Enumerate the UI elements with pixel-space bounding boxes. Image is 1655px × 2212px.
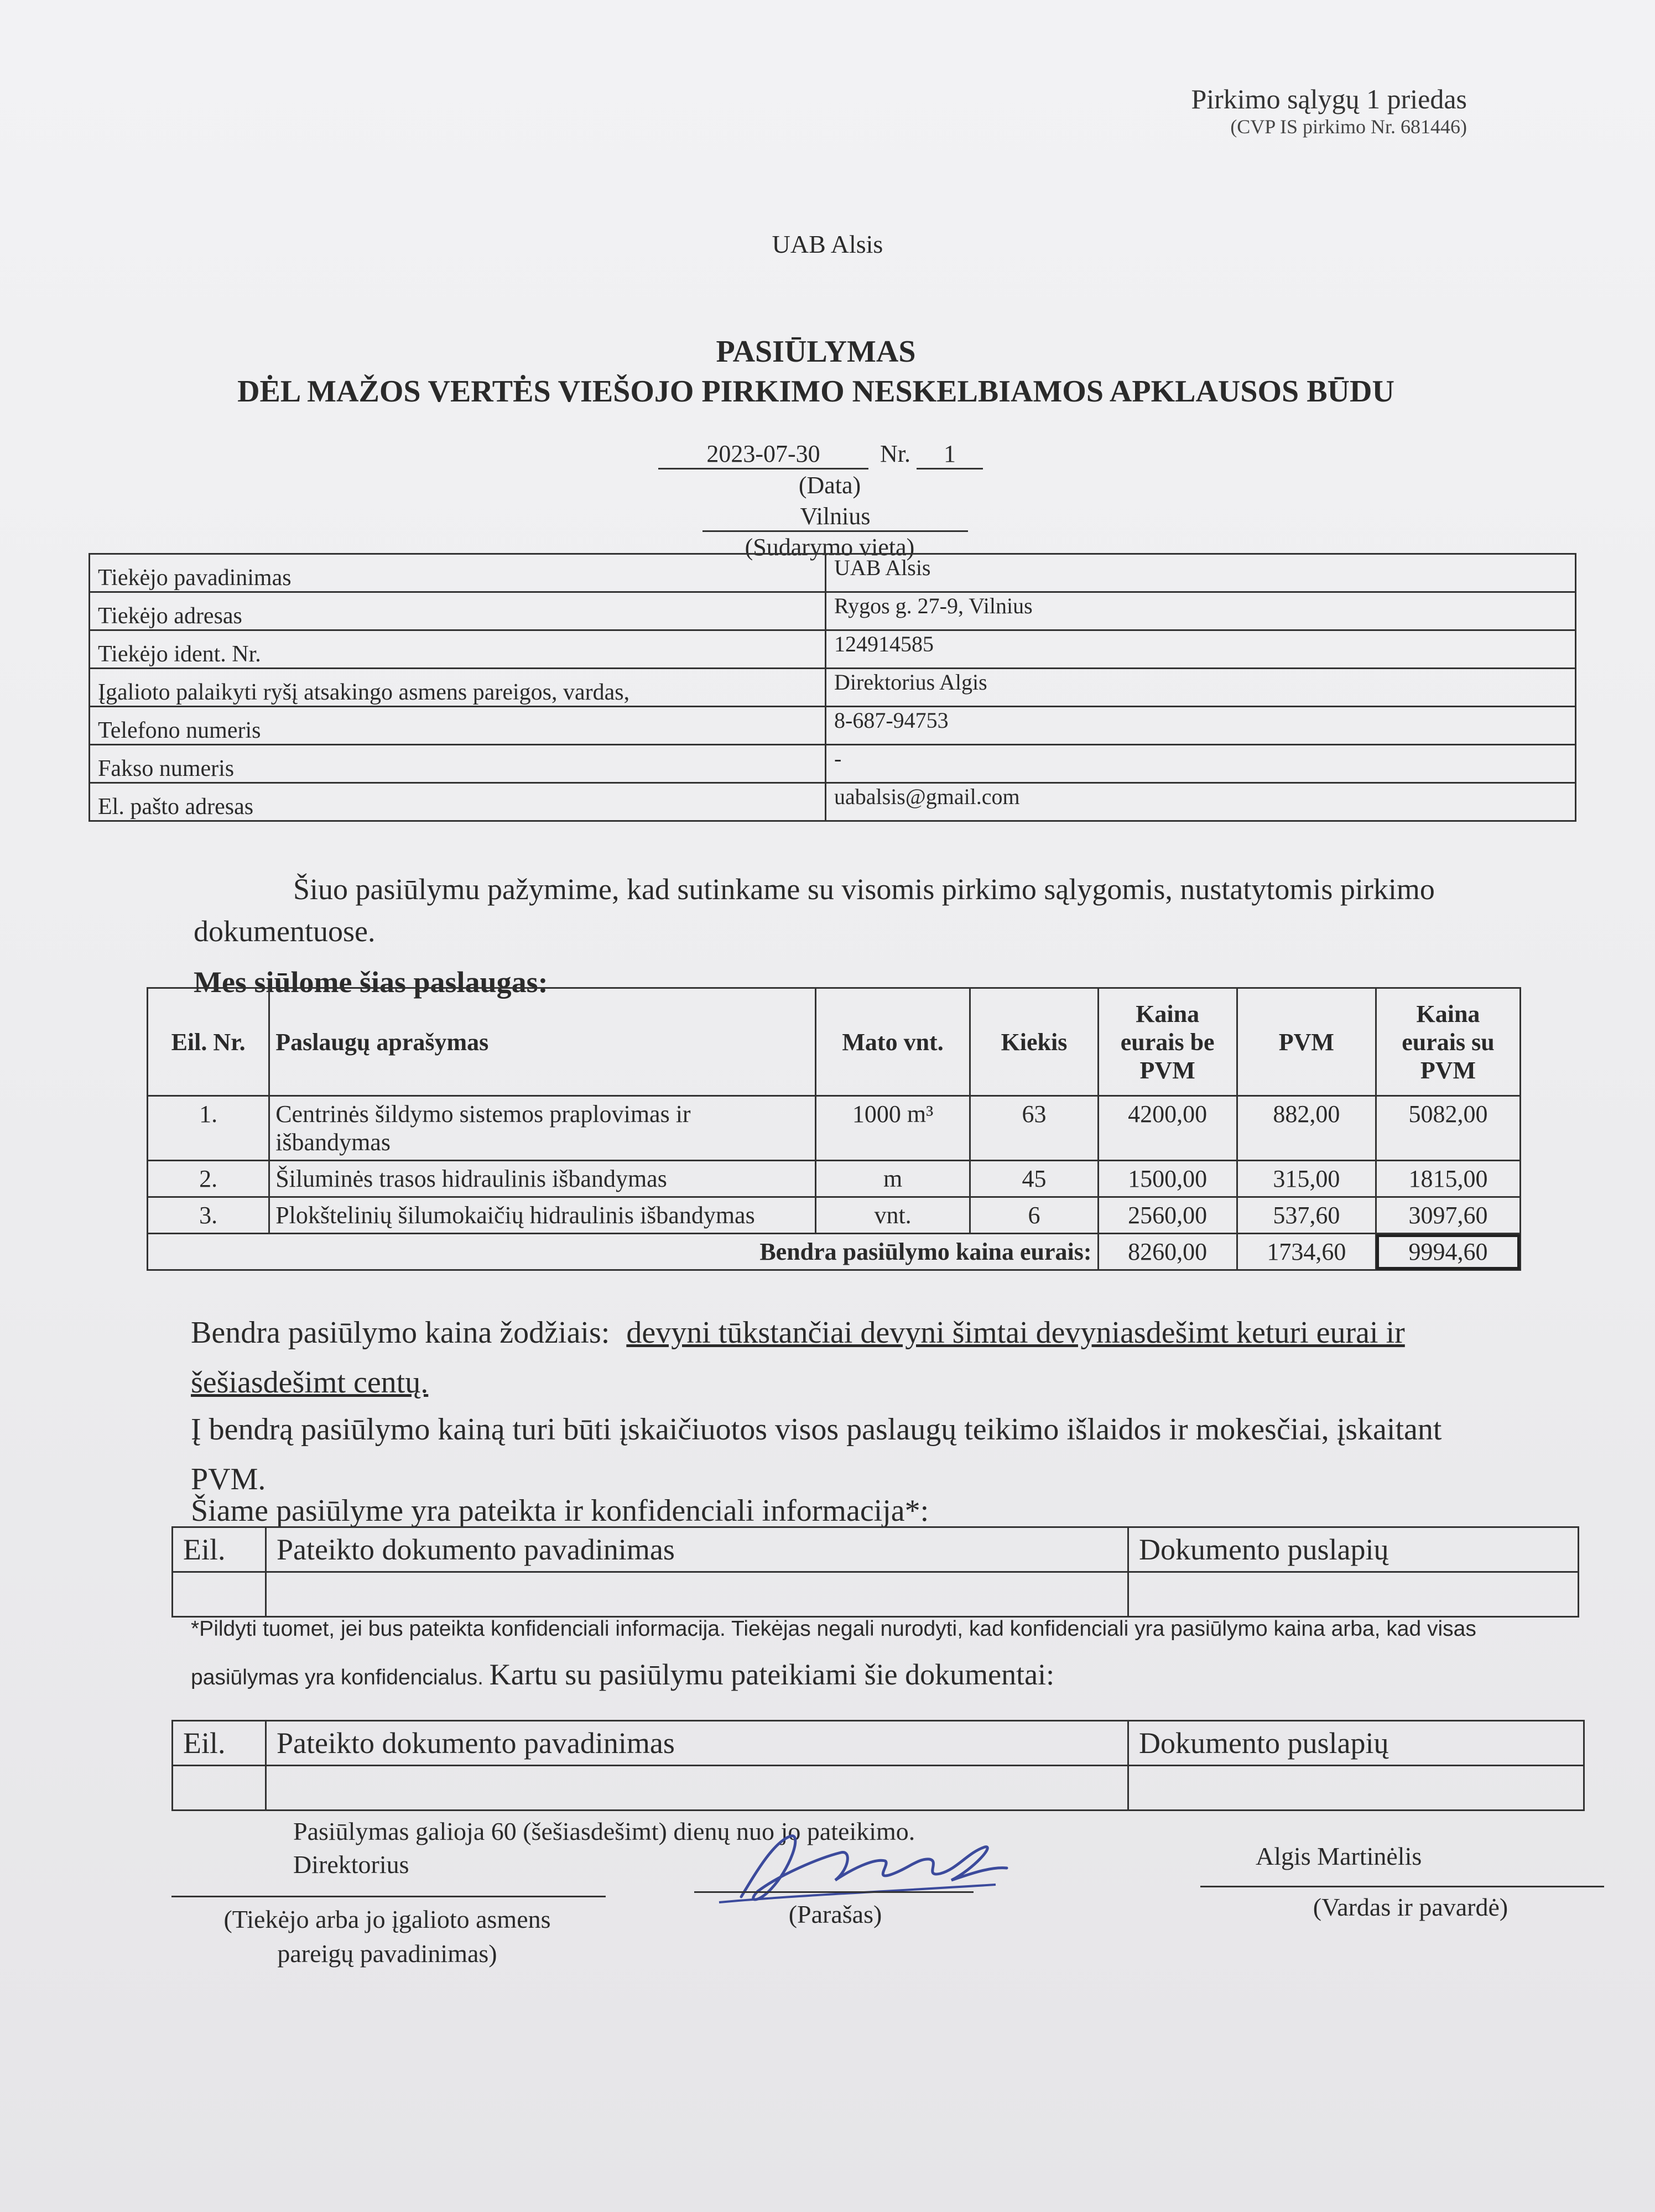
row-unit: vnt. (815, 1197, 970, 1234)
annex-note (1191, 83, 1467, 138)
row-price-with-vat: 3097,60 (1376, 1197, 1520, 1234)
services-heading: Mes siūlome šias paslaugas: (194, 966, 548, 999)
name-signature-line (1200, 1886, 1604, 1887)
row-quantity: 6 (970, 1197, 1098, 1234)
supplier-label: Tiekėjo pavadinimas (90, 554, 826, 592)
supplier-value: UAB Alsis (826, 554, 1576, 592)
row-quantity: 63 (970, 1096, 1098, 1161)
date-row (658, 440, 983, 469)
nr-value: 1 (917, 440, 983, 469)
signature-caption: (Parašas) (788, 1900, 882, 1928)
document-title (166, 332, 1466, 411)
col-header-nr: Eil. Nr. (148, 988, 269, 1096)
annex-title: Pirkimo sąlygų 1 priedas (1191, 84, 1467, 114)
col-header-description: Paslaugų aprašymas (269, 988, 816, 1096)
nr-label: Nr. (880, 440, 910, 467)
supplier-value: Direktorius Algis (826, 669, 1576, 707)
supplier-label: Fakso numeris (90, 745, 826, 783)
total-vat: 1734,60 (1237, 1234, 1376, 1270)
row-price-no-vat: 2560,00 (1098, 1197, 1237, 1234)
conf-col-nr: Eil. (173, 1527, 266, 1572)
supplier-row (90, 669, 1576, 707)
confidential-heading: Šiame pasiūlyme yra pateikta ir konfidenciali informacija*: (191, 1494, 929, 1528)
position-caption: (Tiekėjo arba jo įgalioto asmens pareigų pavadinimas) (223, 1905, 551, 1968)
supplier-label: Tiekėjo adresas (90, 592, 826, 630)
row-quantity: 45 (970, 1161, 1098, 1197)
row-vat: 537,60 (1237, 1197, 1376, 1234)
services-table (147, 987, 1521, 1271)
price-in-words-label: Bendra pasiūlymo kaina žodžiais: (191, 1316, 610, 1350)
signature-line (694, 1891, 974, 1893)
attached-col-name: Pateikto dokumento pavadinimas (266, 1721, 1128, 1766)
costs-note: Į bendrą pasiūlymo kainą turi būti įskaičiuotos visos paslaugų teikimo išlaidos ir mokesčiai, įskaitant PVM. (191, 1412, 1442, 1496)
supplier-value: 124914585 (826, 630, 1576, 669)
attached-empty-cell (173, 1766, 266, 1811)
place-value: Vilnius (702, 502, 968, 532)
row-price-no-vat: 1500,00 (1098, 1161, 1237, 1197)
supplier-row (90, 630, 1576, 669)
conf-col-name: Pateikto dokumento pavadinimas (266, 1527, 1128, 1572)
agreement-text: Šiuo pasiūlymu pažymime, kad sutinkame su visomis pirkimo sąlygomis, nustatytomis pirkimo dokumentuose. (194, 873, 1435, 948)
attached-empty-cell (1128, 1766, 1584, 1811)
conf-col-pages: Dokumento puslapių (1128, 1527, 1579, 1572)
footnote: *Pildyti tuomet, jei bus pateikta konfidenciali informacija. Tiekėjas negali nurodyti, kad konfidenciali yra pasiūlymo kaina arba, kad visas pasiūlymas yra konfidencialus. (191, 1617, 1476, 1689)
price-in-words (191, 1308, 1518, 1407)
position-signature-line (171, 1896, 606, 1897)
col-header-vat: PVM (1237, 988, 1376, 1096)
col-header-unit: Mato vnt. (815, 988, 970, 1096)
col-header-price-with-vat: Kaina eurais su PVM (1376, 988, 1520, 1096)
supplier-value: Rygos g. 27-9, Vilnius (826, 592, 1576, 630)
supplier-value: uabalsis@gmail.com (826, 783, 1576, 821)
supplier-row (90, 592, 1576, 630)
row-price-with-vat: 5082,00 (1376, 1096, 1520, 1161)
row-number: 1. (148, 1096, 269, 1161)
row-description: Centrinės šildymo sistemos praplovimas ir išbandymas (269, 1096, 816, 1161)
row-description: Šiluminės trasos hidraulinis išbandymas (269, 1161, 816, 1197)
attached-heading: Kartu su pasiūlymu pateikiami šie dokumentai: (489, 1658, 1055, 1691)
supplier-label: Telefono numeris (90, 707, 826, 745)
supplier-label: Įgalioto palaikyti ryšį atsakingo asmens pareigos, vardas, (90, 669, 826, 707)
supplier-row (90, 707, 1576, 745)
row-price-with-vat: 1815,00 (1376, 1161, 1520, 1197)
total-price-no-vat: 8260,00 (1098, 1234, 1237, 1270)
supplier-row (90, 745, 1576, 783)
attached-empty-cell (266, 1766, 1128, 1811)
service-row (148, 1197, 1521, 1234)
total-price-with-vat: 9994,60 (1376, 1234, 1520, 1270)
date-value: 2023-07-30 (658, 440, 868, 469)
signer-position: Direktorius (293, 1850, 409, 1879)
row-price-no-vat: 4200,00 (1098, 1096, 1237, 1161)
name-caption: (Vardas ir pavardė) (1313, 1893, 1508, 1921)
row-unit: m (815, 1161, 970, 1197)
footnote-block (191, 1606, 1518, 1700)
supplier-label: El. pašto adresas (90, 783, 826, 821)
confidential-docs-table (171, 1526, 1579, 1618)
supplier-info-table (89, 553, 1576, 822)
supplier-value: - (826, 745, 1576, 783)
company-name: UAB Alsis (772, 230, 883, 258)
title-line-1: PASIŪLYMAS (716, 335, 916, 369)
row-vat: 315,00 (1237, 1161, 1376, 1197)
total-label: Bendra pasiūlymo kaina eurais: (148, 1234, 1099, 1270)
annex-reference: (CVP IS pirkimo Nr. 681446) (1230, 116, 1467, 138)
service-row (148, 1161, 1521, 1197)
attached-col-nr: Eil. (173, 1721, 266, 1766)
signer-name: Algis Martinėlis (1256, 1842, 1422, 1870)
title-line-2: DĖL MAŽOS VERTĖS VIEŠOJO PIRKIMO NESKELBIAMOS APKLAUSOS BŪDU (237, 374, 1394, 409)
supplier-value: 8-687-94753 (826, 707, 1576, 745)
row-vat: 882,00 (1237, 1096, 1376, 1161)
price-in-words-value: devyni tūkstančiai devyni šimtai devyniasdešimt keturi eurai ir šešiasdešimt centų. (191, 1316, 1405, 1400)
supplier-label: Tiekėjo ident. Nr. (90, 630, 826, 669)
col-header-price-no-vat: Kaina eurais be PVM (1098, 988, 1237, 1096)
date-caption: (Data) (798, 472, 861, 499)
supplier-row (90, 783, 1576, 821)
row-number: 3. (148, 1197, 269, 1234)
row-description: Plokštelinių šilumokaičių hidraulinis išbandymas (269, 1197, 816, 1234)
attached-docs-table (171, 1720, 1585, 1811)
attached-col-pages: Dokumento puslapių (1128, 1721, 1584, 1766)
row-number: 2. (148, 1161, 269, 1197)
place-caption: (Sudarymo vieta) (745, 534, 915, 561)
supplier-row (90, 554, 1576, 592)
service-row (148, 1096, 1521, 1161)
col-header-quantity: Kiekis (970, 988, 1098, 1096)
row-unit: 1000 m³ (815, 1096, 970, 1161)
validity-note: Pasiūlymas galioja 60 (šešiasdešimt) dienų nuo jo pateikimo. (293, 1817, 915, 1845)
